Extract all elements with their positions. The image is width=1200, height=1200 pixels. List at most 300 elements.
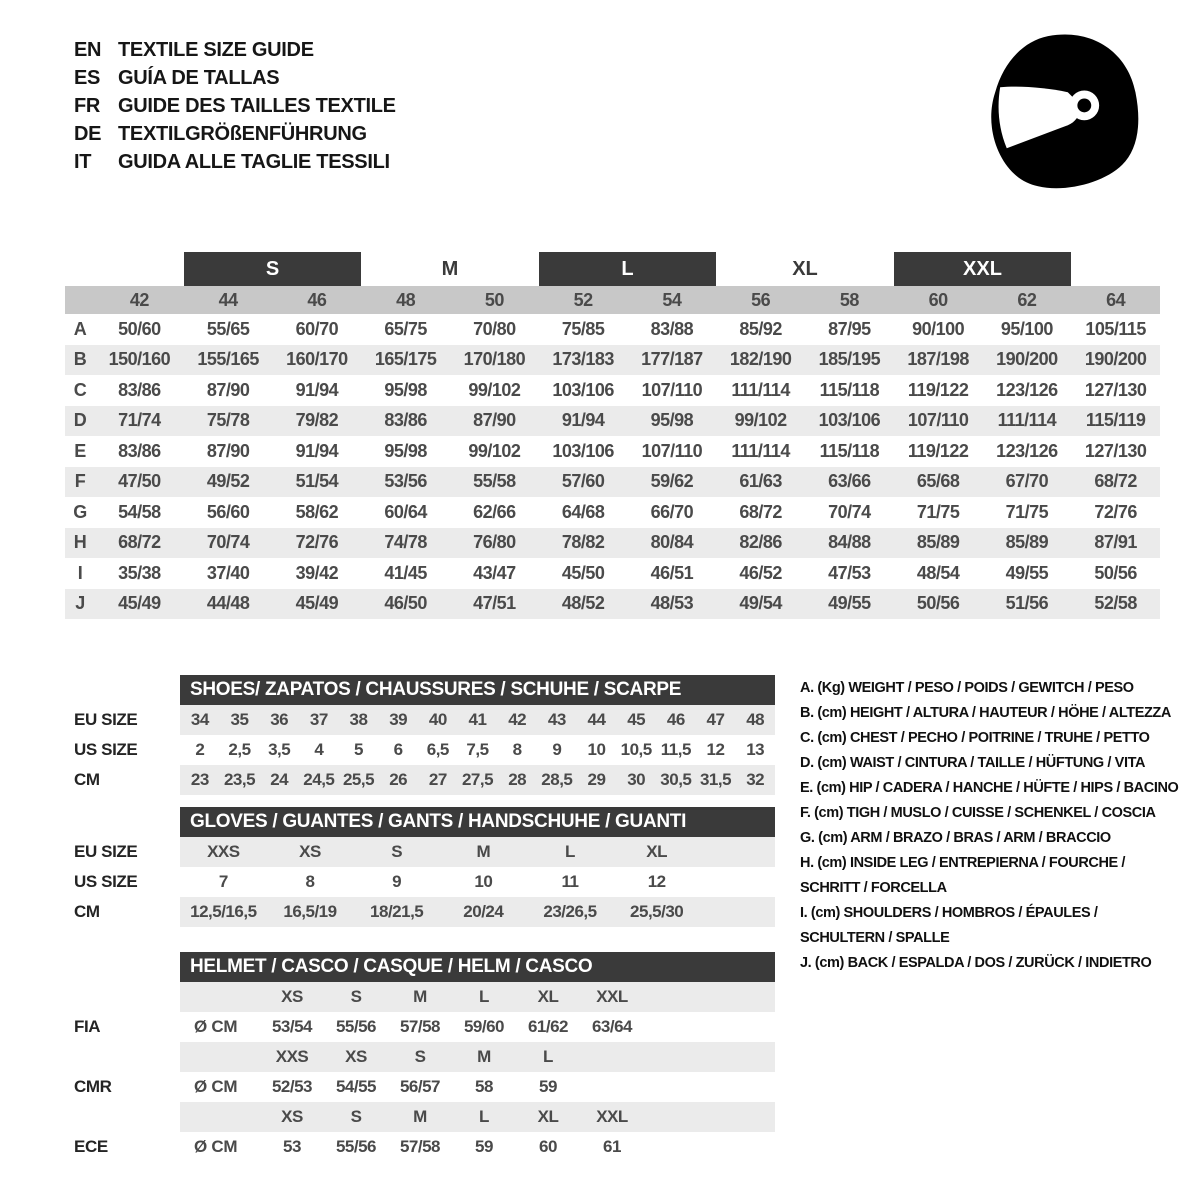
size-value: 177/187 bbox=[641, 349, 703, 370]
size-number: 58 bbox=[839, 289, 859, 310]
size-value: 46/50 bbox=[384, 593, 427, 614]
size-value: 80/84 bbox=[650, 532, 694, 553]
table-row bbox=[65, 589, 1160, 620]
helmet-size-name: S bbox=[350, 1107, 362, 1126]
shoe-eu-size: 38 bbox=[349, 710, 368, 729]
size-value: 99/102 bbox=[468, 440, 521, 461]
glove-us-size: 8 bbox=[305, 872, 315, 891]
size-value: 50/56 bbox=[916, 593, 960, 614]
helmet-size-value: 58 bbox=[475, 1077, 493, 1096]
size-value: 91/94 bbox=[561, 410, 605, 431]
size-value: 190/200 bbox=[1084, 349, 1147, 370]
title-row-en bbox=[74, 36, 396, 64]
size-value: 62/66 bbox=[473, 501, 516, 522]
size-value: 43/47 bbox=[473, 562, 516, 583]
glove-eu-size: S bbox=[391, 842, 403, 861]
size-value: 72/76 bbox=[295, 532, 339, 553]
shoes-size-table bbox=[74, 675, 775, 795]
size-value: 85/92 bbox=[739, 318, 782, 339]
helmet-size-value: 60 bbox=[539, 1137, 557, 1156]
shoe-eu-size: 40 bbox=[428, 710, 447, 729]
size-value: 54/58 bbox=[118, 501, 161, 522]
size-value: 107/110 bbox=[641, 440, 703, 461]
size-group-xxl: XXL bbox=[894, 252, 1072, 286]
row-label: A bbox=[73, 318, 87, 339]
legend-line: H. (cm) INSIDE LEG / ENTREPIERNA / FOURCHE / bbox=[800, 855, 1126, 871]
shoe-cm-size: 27,5 bbox=[461, 770, 494, 789]
helmet-sizes-row bbox=[180, 982, 775, 1012]
measurement-rows bbox=[65, 314, 1160, 619]
size-value: 72/76 bbox=[1094, 501, 1137, 522]
size-value: 63/66 bbox=[828, 471, 871, 492]
legend-line: E. (cm) HIP / CADERA / HANCHE / HÜFTE / HIPS / BACINO bbox=[800, 780, 1179, 796]
size-value: 91/94 bbox=[295, 440, 339, 461]
size-value: 95/98 bbox=[650, 410, 694, 431]
helmet-size-value: 57/58 bbox=[399, 1017, 441, 1036]
shoes-cm-row bbox=[74, 765, 775, 795]
legend-line: B. (cm) HEIGHT / ALTURA / HAUTEUR / HÖHE / ALTEZZA bbox=[800, 705, 1171, 721]
diameter-cm-label: Ø CM bbox=[194, 1137, 238, 1156]
row-label: H bbox=[73, 532, 87, 553]
helmet-standard-label: ECE bbox=[74, 1137, 108, 1156]
shoe-eu-size: 48 bbox=[746, 710, 765, 729]
title-row-fr bbox=[74, 92, 396, 120]
size-value: 55/58 bbox=[473, 471, 516, 492]
gloves-header-bar: GLOVES / GUANTES / GANTS / HANDSCHUHE / GUANTI bbox=[180, 807, 775, 837]
helmet-size-value: 53/54 bbox=[271, 1017, 313, 1036]
size-group-xl: XL bbox=[792, 257, 818, 280]
helmet-size-name: XS bbox=[281, 987, 303, 1006]
helmet-size-name: S bbox=[414, 1047, 426, 1066]
size-value: 49/55 bbox=[1005, 562, 1049, 583]
diameter-cm-label bbox=[180, 1047, 260, 1067]
helmet-size-name: XXS bbox=[275, 1047, 309, 1066]
helmet-size-name: S bbox=[350, 987, 362, 1006]
size-group-header bbox=[65, 252, 1160, 286]
helmet-size-value: 61/62 bbox=[527, 1017, 569, 1036]
gloves-eu-row bbox=[74, 837, 775, 867]
helmet-size-value: 61 bbox=[603, 1137, 621, 1156]
size-value: 68/72 bbox=[739, 501, 782, 522]
size-value: 84/88 bbox=[828, 532, 871, 553]
helmet-size-name: XS bbox=[345, 1047, 367, 1066]
glove-us-size: 7 bbox=[218, 872, 228, 891]
size-value: 70/80 bbox=[473, 318, 516, 339]
shoe-cm-size: 30,5 bbox=[660, 770, 692, 789]
size-value: 68/72 bbox=[118, 532, 161, 553]
glove-cm-size: 23/26,5 bbox=[543, 902, 597, 921]
glove-us-size: 10 bbox=[474, 872, 493, 891]
helmet-size-name: XXL bbox=[596, 987, 628, 1006]
size-value: 185/195 bbox=[818, 349, 881, 370]
size-value: 71/75 bbox=[1005, 501, 1049, 522]
size-value: 48/53 bbox=[650, 593, 694, 614]
glove-cm-size: 18/21,5 bbox=[370, 902, 424, 921]
lang-code: FR bbox=[74, 94, 101, 117]
shoe-us-size: 2,5 bbox=[228, 740, 251, 759]
row-label: J bbox=[75, 593, 85, 614]
table-row bbox=[65, 314, 1160, 345]
shoe-eu-size: 47 bbox=[706, 710, 725, 729]
helmet-size-value: 59/60 bbox=[463, 1017, 505, 1036]
us-size-label: US SIZE bbox=[74, 872, 138, 891]
legend-line: D. (cm) WAIST / CINTURA / TAILLE / HÜFTUNG / VITA bbox=[800, 755, 1146, 771]
size-value: 91/94 bbox=[295, 379, 339, 400]
size-number: 46 bbox=[307, 289, 327, 310]
gloves-cm-values bbox=[180, 902, 700, 922]
size-number: 60 bbox=[928, 289, 948, 310]
shoe-cm-size: 23,5 bbox=[223, 770, 256, 789]
size-value: 60/70 bbox=[295, 318, 339, 339]
size-value: 78/82 bbox=[561, 532, 605, 553]
size-value: 85/89 bbox=[916, 532, 960, 553]
size-value: 66/70 bbox=[650, 501, 694, 522]
size-value: 87/90 bbox=[206, 379, 250, 400]
helmet-size-name: L bbox=[479, 987, 489, 1006]
size-value: 99/102 bbox=[468, 379, 521, 400]
size-value: 170/180 bbox=[463, 349, 526, 370]
size-value: 105/115 bbox=[1085, 318, 1146, 339]
size-number: 54 bbox=[662, 289, 682, 310]
shoes-us-values bbox=[180, 740, 775, 760]
table-row bbox=[65, 467, 1160, 498]
language-title-list bbox=[74, 36, 396, 176]
size-value: 111/114 bbox=[997, 410, 1057, 431]
size-value: 47/51 bbox=[473, 593, 516, 614]
size-value: 103/106 bbox=[818, 410, 881, 431]
helmet-header-bar: HELMET / CASCO / CASQUE / HELM / CASCO bbox=[180, 952, 775, 982]
helmet-size-name: XS bbox=[281, 1107, 303, 1126]
size-number: 48 bbox=[396, 289, 416, 310]
size-value: 50/60 bbox=[118, 318, 161, 339]
glove-us-size: 9 bbox=[392, 872, 402, 891]
us-size-label: US SIZE bbox=[74, 740, 138, 759]
size-value: 75/85 bbox=[561, 318, 605, 339]
shoe-us-size: 11,5 bbox=[660, 740, 691, 759]
size-value: 51/54 bbox=[295, 471, 339, 492]
row-label: B bbox=[73, 349, 87, 370]
size-number: 56 bbox=[751, 289, 771, 310]
size-value: 48/52 bbox=[561, 593, 605, 614]
table-row bbox=[65, 558, 1160, 589]
size-value: 65/75 bbox=[384, 318, 427, 339]
title-es: GUÍA DE TALLAS bbox=[118, 66, 280, 89]
row-label: F bbox=[74, 471, 86, 492]
measurement-legend bbox=[800, 676, 1185, 976]
shoe-us-size: 3,5 bbox=[268, 740, 291, 759]
size-value: 50/56 bbox=[1094, 562, 1137, 583]
title-de: TEXTILGRÖßENFÜHRUNG bbox=[118, 122, 367, 145]
size-value: 44/48 bbox=[206, 593, 250, 614]
shoe-eu-size: 41 bbox=[468, 710, 487, 729]
size-group-l: L bbox=[539, 252, 717, 286]
shoes-cm-values bbox=[180, 770, 775, 790]
helmet-values-row bbox=[74, 1012, 775, 1042]
size-number: 50 bbox=[484, 289, 504, 310]
size-value: 68/72 bbox=[1094, 471, 1137, 492]
size-value: 85/89 bbox=[1005, 532, 1049, 553]
helmet-size-value: 55/56 bbox=[335, 1137, 377, 1156]
glove-us-size: 12 bbox=[647, 872, 666, 891]
size-group-s: S bbox=[184, 252, 362, 286]
legend-line: SCHRITT / FORCELLA bbox=[800, 880, 947, 896]
shoe-us-size: 10 bbox=[587, 740, 606, 759]
size-value: 49/55 bbox=[828, 593, 871, 614]
title-row-es bbox=[74, 64, 396, 92]
lang-code: ES bbox=[74, 66, 101, 89]
shoe-us-size: 5 bbox=[354, 740, 363, 759]
shoes-eu-values bbox=[180, 710, 775, 730]
size-value: 58/62 bbox=[295, 501, 339, 522]
size-value: 107/110 bbox=[907, 410, 969, 431]
size-value: 55/65 bbox=[206, 318, 250, 339]
helmet-size-name: M bbox=[413, 987, 427, 1006]
size-value: 95/98 bbox=[384, 379, 427, 400]
shoe-eu-size: 39 bbox=[389, 710, 408, 729]
shoes-header-bar: SHOES/ ZAPATOS / CHAUSSURES / SCHUHE / SCARPE bbox=[180, 675, 775, 705]
shoe-cm-size: 32 bbox=[746, 770, 765, 789]
size-value: 103/106 bbox=[552, 440, 614, 461]
size-value: 127/130 bbox=[1084, 440, 1147, 461]
shoes-us-row bbox=[74, 735, 775, 765]
size-value: 123/126 bbox=[996, 440, 1058, 461]
shoe-cm-size: 26 bbox=[389, 770, 408, 789]
size-value: 59/62 bbox=[650, 471, 694, 492]
helmet-size-name: L bbox=[543, 1047, 553, 1066]
size-number: 52 bbox=[573, 289, 593, 310]
helmet-size-value: 53 bbox=[283, 1137, 301, 1156]
glove-cm-size: 16,5/19 bbox=[283, 902, 337, 921]
shoe-eu-size: 36 bbox=[270, 710, 289, 729]
size-value: 87/95 bbox=[828, 318, 871, 339]
helmet-row-grid bbox=[180, 987, 644, 1007]
size-value: 48/54 bbox=[916, 562, 960, 583]
legend-line: J. (cm) BACK / ESPALDA / DOS / ZURÜCK / INDIETRO bbox=[800, 955, 1152, 971]
row-label: C bbox=[73, 379, 87, 400]
legend-line: SCHULTERN / SPALLE bbox=[800, 930, 950, 946]
shoe-cm-size: 30 bbox=[627, 770, 646, 789]
table-row bbox=[65, 375, 1160, 406]
size-value: 60/64 bbox=[384, 501, 427, 522]
size-value: 65/68 bbox=[916, 471, 960, 492]
shoe-cm-size: 23 bbox=[190, 770, 209, 789]
eu-size-label: EU SIZE bbox=[74, 710, 138, 729]
helmet-row-grid bbox=[180, 1077, 644, 1097]
size-value: 107/110 bbox=[641, 379, 703, 400]
shoe-eu-size: 42 bbox=[508, 710, 527, 729]
shoe-eu-size: 46 bbox=[666, 710, 685, 729]
legend-line: C. (cm) CHEST / PECHO / POITRINE / TRUHE / PETTO bbox=[800, 730, 1150, 746]
helmet-size-name: XL bbox=[537, 987, 559, 1006]
helmet-size-name: L bbox=[479, 1107, 489, 1126]
helmet-standard-label: FIA bbox=[74, 1017, 101, 1036]
shoe-eu-size: 37 bbox=[309, 710, 328, 729]
size-numbers-band bbox=[65, 286, 1160, 314]
shoe-us-size: 13 bbox=[746, 740, 765, 759]
table-row bbox=[65, 528, 1160, 559]
helmet-size-value: 63/64 bbox=[591, 1017, 633, 1036]
size-value: 52/58 bbox=[1094, 593, 1137, 614]
size-value: 150/160 bbox=[108, 349, 171, 370]
lang-code: EN bbox=[74, 38, 102, 61]
shoe-eu-size: 45 bbox=[627, 710, 646, 729]
size-value: 99/102 bbox=[734, 410, 787, 431]
helmet-size-value: 56/57 bbox=[399, 1077, 441, 1096]
size-value: 123/126 bbox=[996, 379, 1058, 400]
title-en: TEXTILE SIZE GUIDE bbox=[118, 38, 314, 61]
size-value: 190/200 bbox=[996, 349, 1058, 370]
helmet-row-grid bbox=[180, 1017, 644, 1037]
row-label: E bbox=[74, 440, 86, 461]
size-value: 90/100 bbox=[912, 318, 965, 339]
size-value: 45/49 bbox=[118, 593, 161, 614]
size-value: 70/74 bbox=[206, 532, 250, 553]
glove-cm-size: 25,5/30 bbox=[630, 902, 684, 921]
size-value: 115/118 bbox=[819, 379, 880, 400]
size-value: 46/52 bbox=[739, 562, 782, 583]
shoe-cm-size: 28 bbox=[508, 770, 527, 789]
size-value: 83/86 bbox=[118, 379, 161, 400]
helmet-size-name: M bbox=[477, 1047, 491, 1066]
eu-size-label: EU SIZE bbox=[74, 842, 138, 861]
helmet-rows bbox=[74, 982, 775, 1162]
size-value: 71/74 bbox=[118, 410, 161, 431]
size-value: 83/88 bbox=[650, 318, 694, 339]
size-value: 61/63 bbox=[739, 471, 782, 492]
size-number: 62 bbox=[1017, 289, 1037, 310]
legend-line: A. (Kg) WEIGHT / PESO / POIDS / GEWITCH / PESO bbox=[800, 680, 1134, 696]
helmet-size-table bbox=[74, 952, 775, 1162]
size-value: 165/175 bbox=[374, 349, 437, 370]
size-value: 187/198 bbox=[907, 349, 969, 370]
gloves-size-table bbox=[74, 807, 775, 927]
shoe-us-size: 10,5 bbox=[620, 740, 652, 759]
shoe-cm-size: 24 bbox=[270, 770, 289, 789]
lang-code: DE bbox=[74, 122, 102, 145]
helmet-standard-label: CMR bbox=[74, 1077, 112, 1096]
size-value: 87/90 bbox=[473, 410, 516, 431]
helmet-size-name: XXL bbox=[596, 1107, 628, 1126]
size-value: 87/90 bbox=[206, 440, 250, 461]
size-value: 45/49 bbox=[295, 593, 339, 614]
diameter-cm-label bbox=[180, 987, 260, 1007]
size-value: 74/78 bbox=[384, 532, 427, 553]
size-value: 79/82 bbox=[295, 410, 339, 431]
gloves-eu-values bbox=[180, 842, 700, 862]
size-value: 67/70 bbox=[1005, 471, 1049, 492]
shoe-cm-size: 27 bbox=[428, 770, 447, 789]
racing-helmet-icon bbox=[982, 26, 1147, 198]
size-value: 46/51 bbox=[650, 562, 694, 583]
size-group-m: M bbox=[441, 257, 459, 280]
size-value: 182/190 bbox=[729, 349, 792, 370]
cm-label: CM bbox=[74, 770, 100, 789]
size-value: 45/50 bbox=[561, 562, 605, 583]
diameter-cm-label: Ø CM bbox=[194, 1077, 238, 1096]
size-value: 87/91 bbox=[1094, 532, 1137, 553]
shoe-eu-size: 43 bbox=[547, 710, 566, 729]
helmet-values-row bbox=[74, 1132, 775, 1162]
helmet-size-value: 52/53 bbox=[271, 1077, 313, 1096]
shoe-us-size: 2 bbox=[195, 740, 205, 759]
helmet-row-grid bbox=[180, 1047, 644, 1067]
size-value: 115/119 bbox=[1085, 410, 1146, 431]
helmet-values-row bbox=[74, 1072, 775, 1102]
size-value: 111/114 bbox=[731, 440, 790, 461]
size-value: 49/54 bbox=[739, 593, 782, 614]
diameter-cm-label bbox=[180, 1107, 260, 1127]
shoe-cm-size: 29 bbox=[587, 770, 606, 789]
glove-cm-size: 12,5/16,5 bbox=[190, 902, 257, 921]
size-value: 47/50 bbox=[118, 471, 161, 492]
row-label: I bbox=[77, 562, 83, 583]
size-number: 64 bbox=[1106, 289, 1126, 310]
glove-eu-size: L bbox=[565, 842, 575, 861]
size-value: 49/52 bbox=[206, 471, 250, 492]
shoe-us-size: 9 bbox=[552, 740, 562, 759]
size-number: 44 bbox=[218, 289, 238, 310]
helmet-size-name: M bbox=[413, 1107, 427, 1126]
gloves-us-values bbox=[180, 872, 700, 892]
table-row bbox=[65, 497, 1160, 528]
title-row-de bbox=[74, 120, 396, 148]
cm-label: CM bbox=[74, 902, 100, 921]
title-it: GUIDA ALLE TAGLIE TESSILI bbox=[118, 150, 390, 173]
size-value: 173/183 bbox=[552, 349, 614, 370]
size-number: 42 bbox=[129, 289, 149, 310]
size-value: 103/106 bbox=[552, 379, 614, 400]
size-value: 47/53 bbox=[828, 562, 871, 583]
size-value: 119/122 bbox=[907, 440, 969, 461]
shoe-us-size: 8 bbox=[512, 740, 522, 759]
glove-eu-size: XS bbox=[299, 842, 321, 861]
shoe-us-size: 4 bbox=[314, 740, 324, 759]
size-value: 83/86 bbox=[384, 410, 427, 431]
textile-size-table bbox=[65, 252, 1160, 619]
shoe-cm-size: 28,5 bbox=[541, 770, 573, 789]
size-value: 119/122 bbox=[907, 379, 969, 400]
glove-eu-size: XXS bbox=[207, 842, 240, 861]
helmet-size-value: 59 bbox=[475, 1137, 493, 1156]
shoe-us-size: 12 bbox=[706, 740, 725, 759]
helmet-row-grid bbox=[180, 1137, 644, 1157]
size-value: 95/100 bbox=[1000, 318, 1053, 339]
title-row-it bbox=[74, 148, 396, 176]
shoe-us-size: 7,5 bbox=[466, 740, 489, 759]
size-value: 127/130 bbox=[1084, 379, 1147, 400]
size-value: 53/56 bbox=[384, 471, 427, 492]
size-value: 83/86 bbox=[118, 440, 161, 461]
title-fr: GUIDE DES TAILLES TEXTILE bbox=[118, 94, 396, 117]
size-value: 64/68 bbox=[561, 501, 605, 522]
table-row bbox=[65, 345, 1160, 376]
shoe-us-size: 6 bbox=[393, 740, 403, 759]
shoes-eu-row bbox=[74, 705, 775, 735]
shoe-cm-size: 31,5 bbox=[699, 770, 732, 789]
size-value: 160/170 bbox=[286, 349, 348, 370]
size-value: 51/56 bbox=[1005, 593, 1049, 614]
size-value: 39/42 bbox=[295, 562, 339, 583]
helmet-sizes-row bbox=[180, 1042, 775, 1072]
glove-us-size: 11 bbox=[561, 872, 579, 891]
shoe-us-size: 6,5 bbox=[426, 740, 449, 759]
size-value: 57/60 bbox=[561, 471, 605, 492]
table-row bbox=[65, 406, 1160, 437]
size-value: 76/80 bbox=[473, 532, 516, 553]
row-label: D bbox=[73, 410, 87, 431]
helmet-size-value: 55/56 bbox=[335, 1017, 377, 1036]
size-value: 41/45 bbox=[384, 562, 427, 583]
